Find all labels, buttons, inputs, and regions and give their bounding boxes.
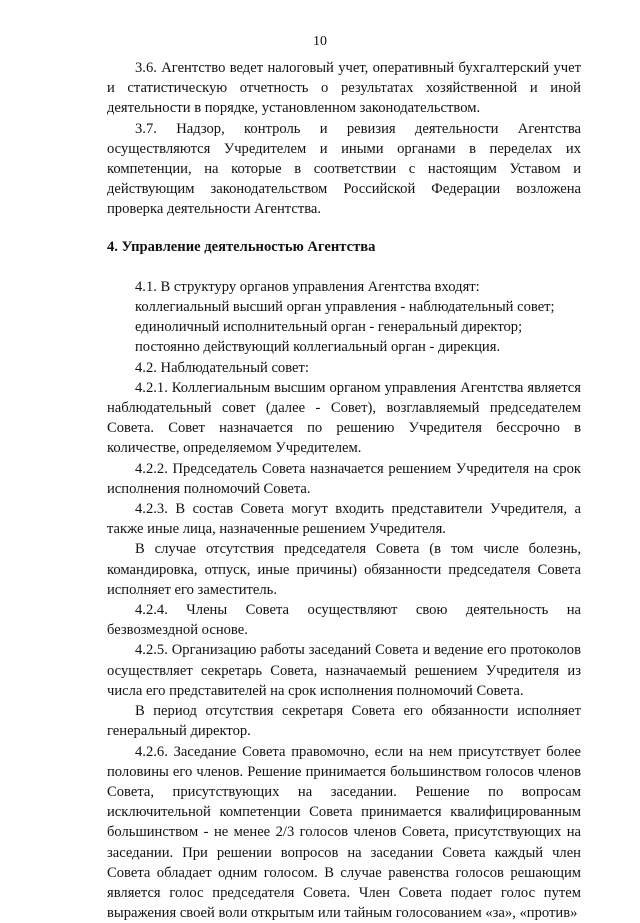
paragraph-3-6: 3.6. Агентство ведет налоговый учет, оперативный бухгалтерский учет и статистическую отчетность о результатах хозяйственной и иной деятельности в порядке, установленном законодательством. — [107, 58, 581, 119]
paragraph-3-7: 3.7. Надзор, контроль и ревизия деятельности Агентства осуществляются Учредителем и иными органами в переделах их компетенции, на которые в соответствии с настоящим Уставом и действующим законодательством Российской Федерации возложена проверка деятельности Агентства. — [107, 119, 581, 220]
paragraph-4-1: 4.1. В структуру органов управления Агентства входят: — [107, 277, 581, 297]
paragraph-4-2-3-note: В случае отсутствия председателя Совета (в том числе болезнь, командировка, отпуск, иные причины) обязанности председателя Совета исполняет его заместитель. — [107, 539, 581, 600]
list-item: постоянно действующий коллегиальный орган - дирекция. — [107, 337, 581, 357]
paragraph-4-2-5: 4.2.5. Организацию работы заседаний Совета и ведение его протоколов осуществляет секретарь Совета, назначаемый решением Учредителя из числа его представителей на срок исполнения полномочий Совета. — [107, 640, 581, 701]
section-heading: 4. Управление деятельностью Агентства — [107, 237, 581, 257]
paragraph-4-2-4: 4.2.4. Члены Совета осуществляют свою деятельность на безвозмездной основе. — [107, 600, 581, 640]
paragraph-4-2-5-note: В период отсутствия секретаря Совета его обязанности исполняет генеральный директор. — [107, 701, 581, 741]
list-item: единоличный исполнительный орган - генеральный директор; — [107, 317, 581, 337]
paragraph-4-2-1: 4.2.1. Коллегиальным высшим органом управления Агентства является наблюдательный совет (далее - Совет), возглавляемый председателем Совета. Совет назначается по решению Учредителя бессрочно в количестве, определяемом Учредителем. — [107, 378, 581, 459]
list-item: коллегиальный высший орган управления - наблюдательный совет; — [107, 297, 581, 317]
paragraph-4-2-2: 4.2.2. Председатель Совета назначается решением Учредителя на срок исполнения полномочий Совета. — [107, 459, 581, 499]
paragraph-4-2-6: 4.2.6. Заседание Совета правомочно, если на нем присутствует более половины его членов. Решение принимается большинством голосов членов Совета, присутствующих на заседании. Решение по вопросам исключительной компетенции Совета принимается квалифицированным большинством - не менее 2/3 голосов членов Совета, присутствующих на заседании. При решении вопросов на заседании Совета каждый член Совета обладает одним голосом. В случае равенства голосов решающим является голос председателя Совета. Член Совета подает голос путем выражения своей воли открытым или тайным голосованием «за», «против» — [107, 742, 581, 923]
page-number: 10 — [0, 32, 640, 52]
paragraph-4-2: 4.2. Наблюдательный совет: — [107, 358, 581, 378]
document-body — [107, 58, 581, 923]
paragraph-4-2-3: 4.2.3. В состав Совета могут входить представители Учредителя, а также иные лица, назначенные решением Учредителя. — [107, 499, 581, 539]
